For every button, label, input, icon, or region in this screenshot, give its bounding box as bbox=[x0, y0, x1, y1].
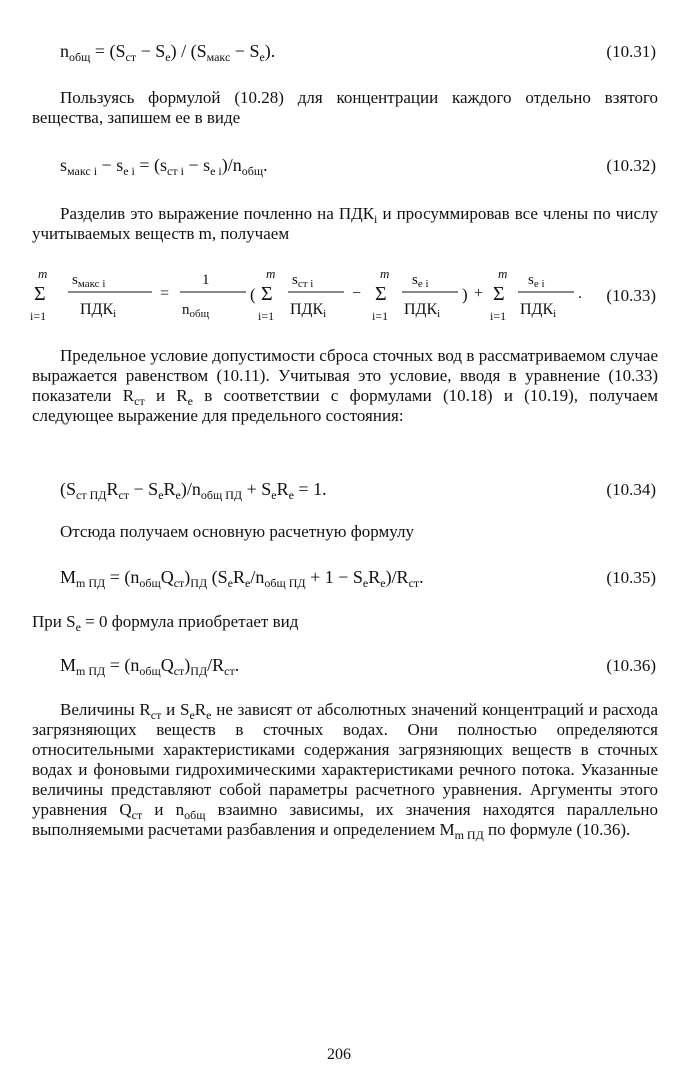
equation-10-34: $(S_{ст ПД}R_{ст} - S_eR_e)/n_{общ ПД} + S_eR_e = 1$. bbox=[60, 479, 327, 502]
equation-number: (10.34) bbox=[606, 480, 656, 499]
equation-number: (10.32) bbox=[606, 156, 656, 175]
equation-10-32: $s_{макс i} - s_{e i} = (s_{ст i} - s_{e i})/n_{общ}$. bbox=[60, 155, 268, 178]
svg-text:i=1: i=1 bbox=[30, 309, 47, 323]
svg-text:Σ: Σ bbox=[34, 283, 46, 305]
svg-text:m: m bbox=[498, 266, 508, 281]
equation-10-31: $n_{общ} = (S_{ст} - S_e) / (S_{макс} - S_e)$. bbox=[60, 41, 276, 64]
equation-number: (10.35) bbox=[606, 568, 656, 587]
svg-text:m: m bbox=[38, 266, 48, 281]
svg-text:m: m bbox=[266, 266, 276, 281]
svg-text:sмакс i: $s_{макс i}$ bbox=[72, 272, 106, 290]
svg-text:Σ: Σ bbox=[375, 283, 387, 305]
svg-text:ПДКi: ПДКi bbox=[404, 301, 441, 320]
paragraph: Разделив это выражение почленно на $ПДК_i$ и просуммировав все члены по числу учитываемых веществ m, получаем bbox=[32, 204, 658, 243]
paragraph: Пользуясь формулой (10.28) для концентрации каждого отдельно взятого вещества, запишем ее в виде bbox=[32, 88, 658, 127]
paragraph: Отсюда получаем основную расчетную формулу bbox=[60, 522, 414, 541]
svg-text:): ) bbox=[462, 285, 468, 304]
equation-10-33 bbox=[30, 262, 590, 332]
equation-10-36: $M_{m ПД} = (n_{общ}Q_{ст})_{ПД}/R_{ст}$. bbox=[60, 655, 240, 678]
svg-text:i=1: i=1 bbox=[258, 309, 275, 323]
svg-text:=: = bbox=[160, 285, 170, 302]
svg-text:se i: $s_{e i}$ bbox=[528, 272, 545, 290]
svg-text:Σ: Σ bbox=[261, 283, 273, 305]
equation-10-35: $M_{m ПД} = (n_{общ}Q_{ст})_{ПД}$ $(S_eR_e/n_{общ ПД} + 1 - S_eR_e)/R_{ст}$. bbox=[60, 567, 424, 590]
equation-number: (10.33) bbox=[606, 286, 656, 305]
paragraph: Величины $R_{ст}$ и $S_eR_e$ не зависят от абсолютных значений концентраций и расхода загрязняющих веществ в сточных водах. Они полностью определяются относительными характеристиками содержания загрязняющих веществ в сточных водах и фоновыми гидрохимическими характеристиками речного потока. Указанные величины представляют собой параметры расчетного уравнения. Аргументы этого уравнения $Q_{ст}$ и $n_{общ}$ взаимно зависимы, их значения находятся параллельно выполняемыми расчетами разбавления и определением $M_{m ПД}$ по формуле (10.36). bbox=[32, 700, 658, 842]
svg-text:Σ: Σ bbox=[493, 283, 505, 305]
equation-number: (10.36) bbox=[606, 656, 656, 675]
svg-text:+: + bbox=[474, 285, 484, 302]
svg-text:.: . bbox=[578, 285, 582, 302]
svg-text:(: ( bbox=[250, 285, 256, 304]
svg-text:m: m bbox=[380, 266, 390, 281]
page-number: 206 bbox=[327, 1046, 351, 1063]
paragraph: Предельное условие допустимости сброса сточных вод в рассматриваемом случае выражается равенством (10.11). Учитывая это условие, вводя в уравнение (10.33) показатели $R_{ст}$ и $R_e$ в соответствии с формулами (10.18) и (10.19), получаем следующее выражение для предельного состояния: bbox=[32, 346, 658, 425]
svg-text:i=1: i=1 bbox=[490, 309, 507, 323]
svg-text:1: 1 bbox=[202, 272, 210, 288]
svg-text:se i: $s_{e i}$ bbox=[412, 272, 429, 290]
svg-text:ПДКi: ПДКi bbox=[80, 301, 117, 320]
paragraph: При $S_e = 0$ формула приобретает вид bbox=[32, 612, 299, 634]
svg-text:sст i: $s_{ст i}$ bbox=[292, 272, 314, 290]
svg-text:ПДКi: ПДКi bbox=[290, 301, 327, 320]
svg-text:−: − bbox=[352, 285, 362, 302]
svg-text:i=1: i=1 bbox=[372, 309, 389, 323]
svg-text:ПДКi: ПДКi bbox=[520, 301, 557, 320]
svg-text:nобщ: $n_{общ}$ bbox=[182, 302, 210, 320]
equation-number: (10.31) bbox=[606, 42, 656, 61]
